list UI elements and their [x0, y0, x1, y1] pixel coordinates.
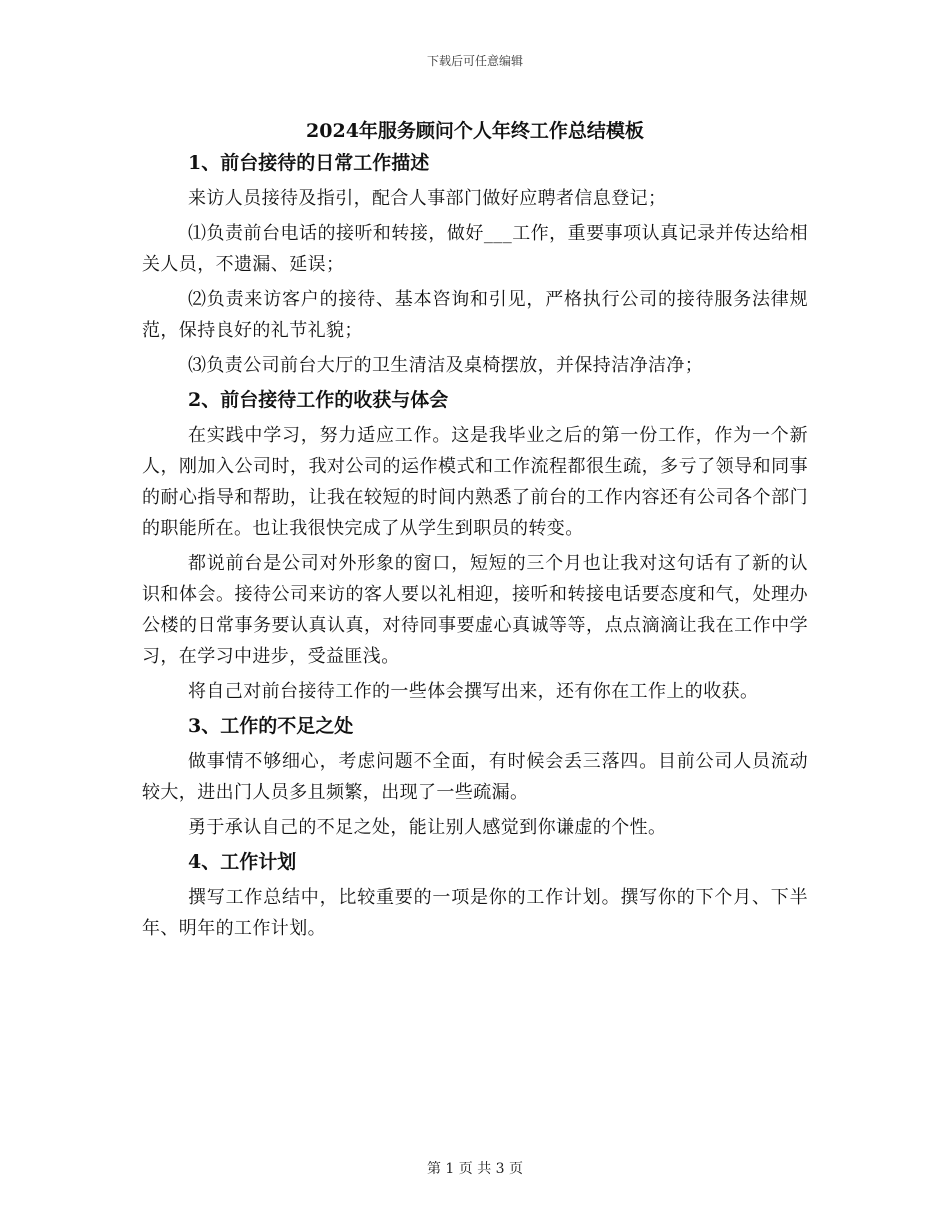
paragraph: 来访人员接待及指引，配合人事部门做好应聘者信息登记； [188, 188, 667, 209]
paragraph: ⑶负责公司前台大厅的卫生清洁及桌椅摆放，并保持洁净洁净； [188, 355, 704, 376]
document-body [142, 148, 808, 948]
paragraph: 做事情不够细心，考虑问题不全面，有时候会丢三落四。目前公司人员流动较大，进出门人员多且频繁，出现了一些疏漏。 [142, 751, 808, 803]
section-heading: 3、工作的不足之处 [188, 715, 354, 737]
page-number-indicator: 第 1 页 共 3 页 [426, 1161, 524, 1177]
paragraph: 都说前台是公司对外形象的窗口，短短的三个月也让我对这句话有了新的认识和体会。接待公司来访的客人要以礼相迎，接听和转接电话要态度和气，处理办公楼的日常事务要认真认真，对待同事要虚心真诚等等，点点滴滴让我在工作中学习，在学习中进步，受益匪浅。 [142, 553, 808, 667]
paragraph: ⑴负责前台电话的接听和转接，做好___工作，重要事项认真记录并传达给相关人员，不遗漏、延误； [142, 223, 808, 275]
paragraph: 撰写工作总结中，比较重要的一项是你的工作计划。撰写你的下个月、下半年、明年的工作计划。 [142, 887, 808, 939]
paragraph: 将自己对前台接待工作的一些体会撰写出来，还有你在工作上的收获。 [188, 681, 759, 702]
section-heading: 2、前台接待工作的收获与体会 [188, 389, 449, 411]
paragraph: 在实践中学习，努力适应工作。这是我毕业之后的第一份工作，作为一个新人，刚加入公司时，我对公司的运作模式和工作流程都很生疏，多亏了领导和同事的耐心指导和帮助，让我在较短的时间内熟悉了前台的工作内容还有公司各个部门的职能所在。也让我很快完成了从学生到职员的转变。 [142, 425, 808, 539]
section-heading: 4、工作计划 [188, 851, 297, 873]
document-title: 2024年服务顾问个人年终工作总结模板 [306, 120, 644, 142]
section-heading: 1、前台接待的日常工作描述 [188, 152, 430, 174]
page-header-note: 下载后可任意编辑 [426, 54, 523, 68]
paragraph: 勇于承认自己的不足之处，能让别人感觉到你谦虚的个性。 [188, 817, 667, 838]
paragraph: ⑵负责来访客户的接待、基本咨询和引见，严格执行公司的接待服务法律规范，保持良好的礼节礼貌； [142, 289, 808, 341]
